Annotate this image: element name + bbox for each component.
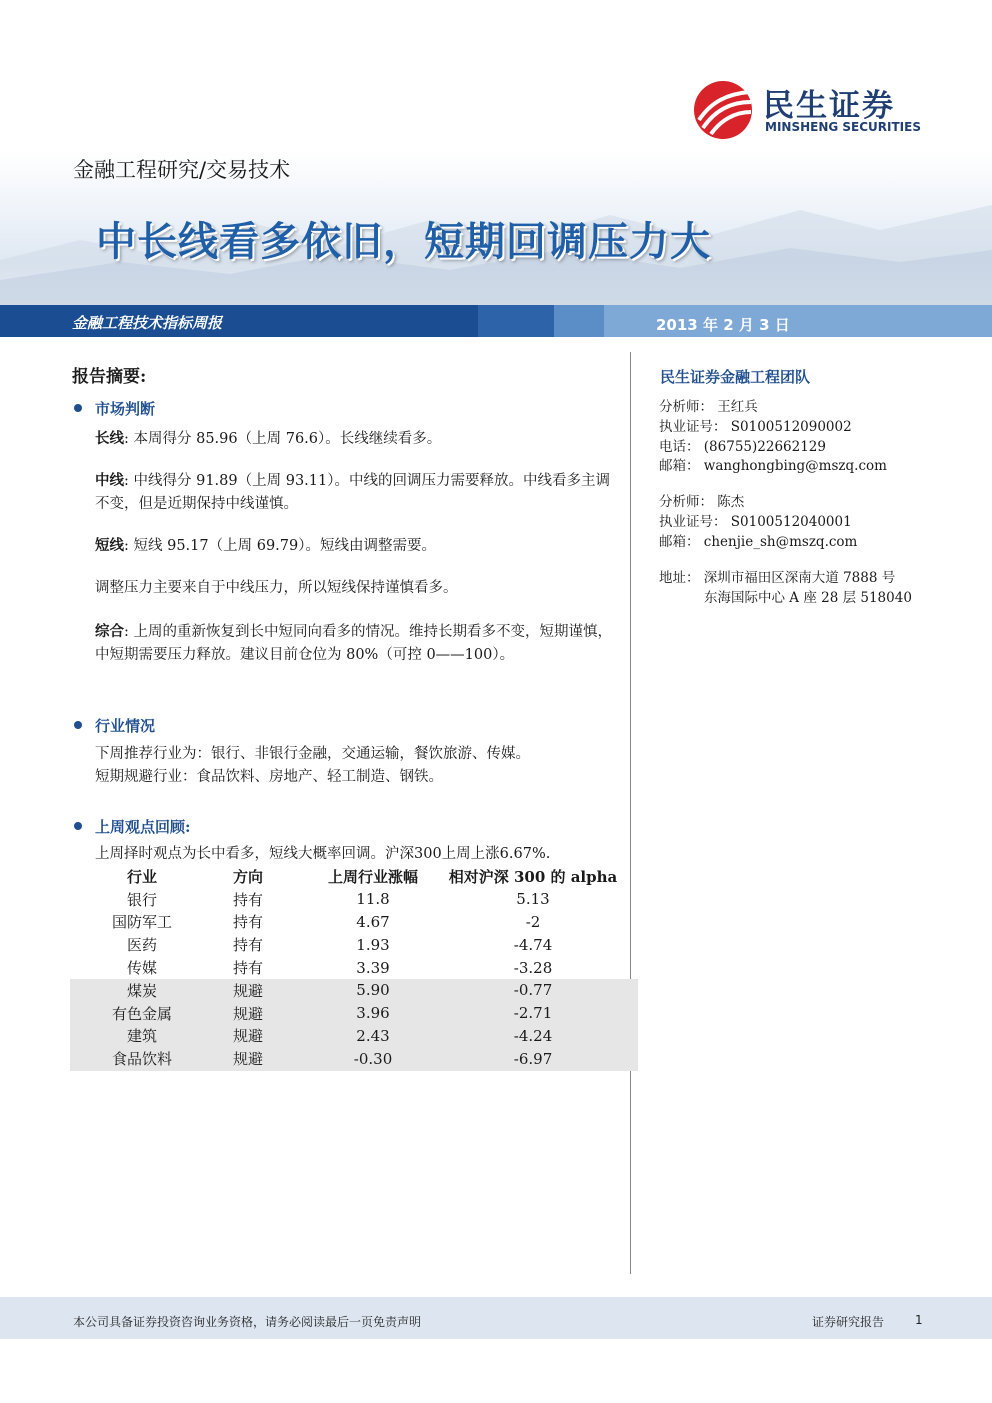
mid-term-text: : 中线得分 91.89（上周 93.11）。中线的回调压力需要释放。中线看多主调不变，但是近期保持中线谨慎。 (95, 473, 610, 512)
industry-avoid: 短期规避行业：食品饮料、房地产、轻工制造、钢铁。 (95, 769, 443, 785)
table-cell: 持有 (232, 913, 263, 932)
table-cell: 规避 (232, 1050, 263, 1069)
table-cell: -3.28 (513, 958, 553, 977)
industry-recommend: 下周推荐行业为：银行、非银行金融，交通运输，餐饮旅游、传媒。 (95, 746, 530, 762)
analyst-cert: 执业证号： S0100512090002 (659, 418, 852, 435)
report-series-label: 金融工程技术指标周报 (72, 314, 223, 332)
table-row (96, 911, 628, 934)
table-cell: 3.96 (356, 1004, 390, 1023)
combined-paragraph (95, 620, 620, 667)
analyst-name: 分析师： 王红兵 (659, 399, 758, 415)
table-cell: 国防军工 (111, 913, 172, 932)
table-cell: 规避 (232, 1027, 263, 1046)
table-cell: 规避 (232, 981, 263, 1000)
table-cell: 传媒 (126, 959, 157, 978)
table-cell: 3.39 (356, 958, 390, 977)
table-row (96, 1047, 628, 1070)
table-cell: -4.74 (513, 935, 553, 954)
bullet-icon (74, 721, 82, 729)
table-cell: 食品饮料 (111, 1050, 172, 1069)
short-term-paragraph (95, 534, 620, 558)
address-line: 东海国际中心 A 座 28 层 518040 (704, 589, 912, 606)
mid-term-label: 中线 (95, 472, 124, 489)
department-label: 金融工程研究/交易技术 (73, 158, 291, 182)
table-header-row (96, 865, 628, 888)
logo-name-cn: 民生证券 (763, 88, 895, 124)
table-cell: 建筑 (126, 1027, 157, 1046)
review-table (96, 865, 628, 1070)
short-term-text: : 短线 95.17（上周 69.79）。短线由调整需要。 (124, 538, 436, 554)
table-cell: 有色金属 (111, 1004, 172, 1023)
bullet-icon (74, 404, 82, 412)
table-header: 行业 (126, 867, 157, 886)
short-term-label: 短线 (95, 537, 124, 554)
review-section-title: 上周观点回顾: (95, 818, 191, 836)
page-number: 1 (915, 1313, 923, 1327)
analyst-cert: 执业证号： S0100512040001 (659, 513, 852, 530)
industry-section-title: 行业情况 (95, 717, 156, 735)
long-term-label: 长线 (95, 430, 124, 447)
table-cell: 5.90 (356, 981, 390, 1000)
report-title: 中长线看多依旧，短期回调压力大 (96, 219, 711, 265)
mid-term-paragraph (95, 469, 620, 516)
column-divider (630, 352, 631, 1274)
table-cell: 银行 (126, 890, 157, 909)
footer-report-type: 证券研究报告 (812, 1315, 885, 1329)
report-date: 2013 年 2 月 3 日 (656, 316, 790, 334)
market-section-title: 市场判断 (95, 400, 156, 418)
analyst-contact (659, 398, 887, 477)
table-row (96, 979, 628, 1002)
combined-label: 综合 (95, 623, 124, 640)
analyst-name: 分析师： 陈杰 (659, 494, 745, 510)
table-cell: 煤炭 (126, 981, 157, 1000)
bullet-icon (74, 822, 82, 830)
table-cell: -2.71 (513, 1004, 553, 1023)
analyst-email[interactable]: 邮箱： chenjie_sh@mszq.com (659, 533, 858, 550)
long-term-text: : 本周得分 85.96（上周 76.6）。长线继续看多。 (124, 431, 442, 447)
table-cell: -0.77 (513, 981, 553, 1000)
address-block (659, 569, 912, 609)
address-line: 地址： 深圳市福田区深南大道 7888 号 (659, 570, 896, 586)
table-cell: -4.24 (513, 1026, 553, 1045)
analyst-email[interactable]: 邮箱： wanghongbing@mszq.com (659, 458, 887, 475)
table-header: 相对沪深 300 的 alpha (448, 867, 618, 886)
table-cell: 4.67 (356, 912, 390, 931)
pressure-paragraph: 调整压力主要来自于中线压力，所以短线保持谨慎看多。 (95, 580, 458, 596)
table-row (96, 888, 628, 911)
analyst-contact (659, 493, 857, 552)
table-cell: 持有 (232, 890, 263, 909)
long-term-paragraph (95, 427, 620, 451)
table-cell: 规避 (232, 1004, 263, 1023)
table-cell: -2 (525, 912, 541, 931)
table-cell: 持有 (232, 959, 263, 978)
table-row (96, 1002, 628, 1025)
combined-text: : 上周的重新恢复到长中短同向看多的情况。维持长期看多不变，短期谨慎，中短期需要压力释放。建议目前仓位为 80%（可控 0——100）。 (95, 624, 612, 663)
table-cell: 医药 (126, 936, 157, 955)
table-cell: -0.30 (353, 1049, 393, 1068)
table-cell: 11.8 (356, 890, 390, 909)
table-cell: -6.97 (513, 1049, 553, 1068)
analyst-phone: 电话： (86755)22662129 (659, 438, 826, 455)
footer-disclaimer: 本公司具备证券投资咨询业务资格，请务必阅读最后一页免责声明 (73, 1315, 422, 1329)
minsheng-logo-icon (693, 80, 753, 140)
team-title: 民生证券金融工程团队 (660, 368, 811, 386)
table-cell: 2.43 (356, 1026, 390, 1045)
table-cell: 持有 (232, 936, 263, 955)
table-header: 上周行业涨幅 (327, 867, 418, 886)
table-row (96, 1025, 628, 1048)
summary-heading: 报告摘要: (72, 367, 147, 387)
band-segment (554, 305, 604, 337)
band-segment (478, 305, 554, 337)
table-cell: 1.93 (356, 935, 390, 954)
logo-name-en: MINSHENG SECURITIES (765, 120, 921, 134)
table-row (96, 956, 628, 979)
table-row (96, 933, 628, 956)
table-header: 方向 (232, 867, 263, 886)
review-intro: 上周择时观点为长中看多，短线大概率回调。沪深300上周上涨6.67%. (95, 846, 551, 862)
table-cell: 5.13 (516, 890, 550, 909)
